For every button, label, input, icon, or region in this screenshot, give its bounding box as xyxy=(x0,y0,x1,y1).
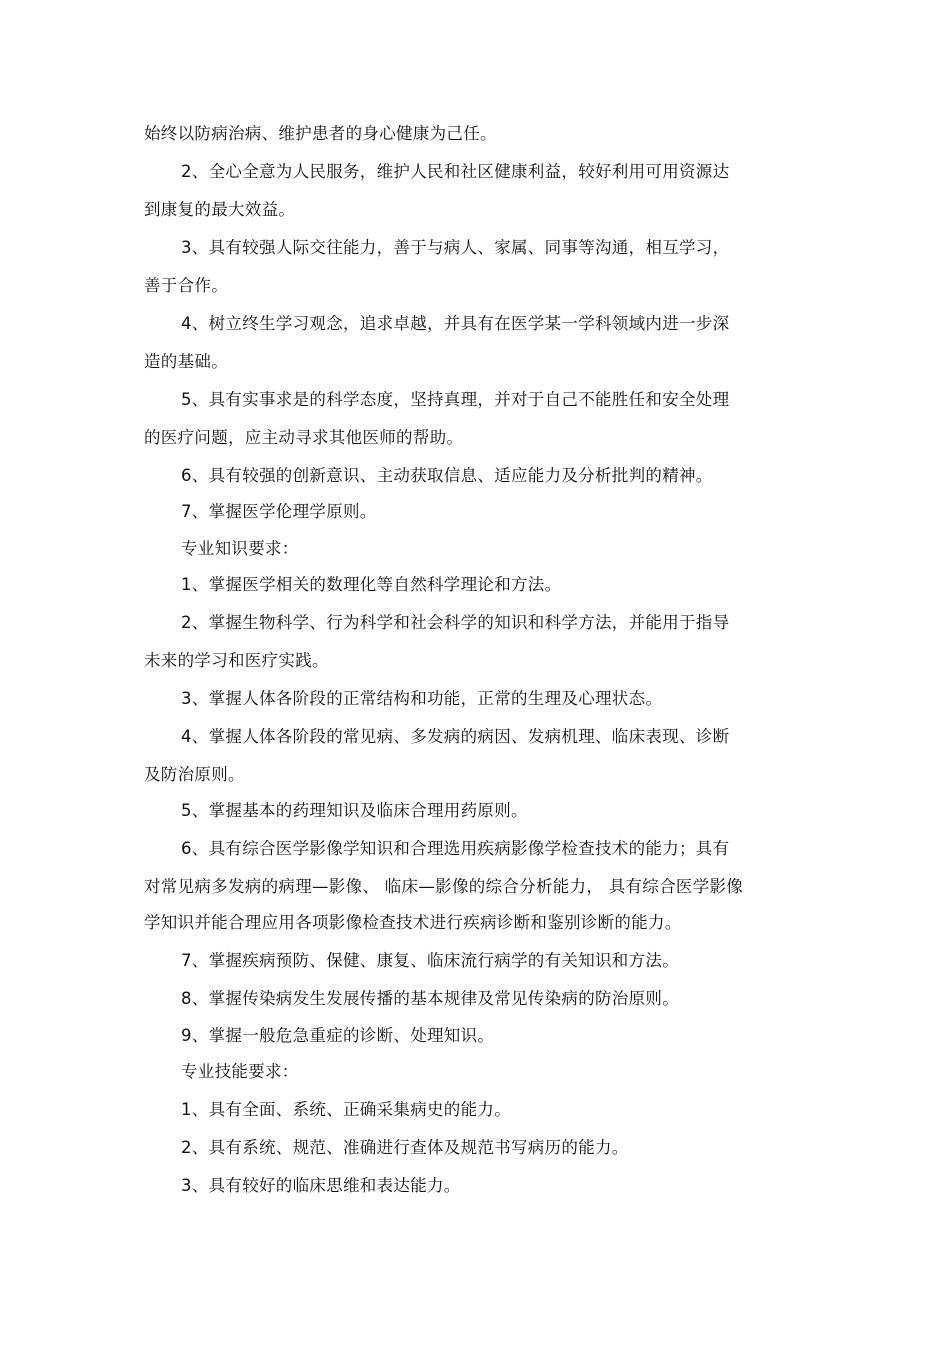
text-line: 4、掌握人体各阶段的常见病、多发病的病因、发病机理、临床表现、诊断 xyxy=(181,727,730,746)
text-line: 的医疗问题，应主动寻求其他医师的帮助。 xyxy=(144,428,464,447)
text-line: 3、具有较强人际交往能力，善于与病人、家属、同事等沟通，相互学习， xyxy=(181,238,730,257)
text-line: 3、具有较好的临床思维和表达能力。 xyxy=(181,1176,461,1195)
text-line: 2、具有系统、规范、准确进行查体及规范书写病历的能力。 xyxy=(181,1138,629,1157)
text-line: 学知识并能合理应用各项影像检查技术进行疾病诊断和鉴别诊断的能力。 xyxy=(144,913,682,932)
text-line: 未来的学习和医疗实践。 xyxy=(144,651,329,670)
text-line: 6、具有综合医学影像学知识和合理选用疾病影像学检查技术的能力；具有 xyxy=(181,839,730,858)
text-line: 6、具有较强的创新意识、主动获取信息、适应能力及分析批判的精神。 xyxy=(181,466,713,485)
section-heading: 专业知识要求： xyxy=(181,539,299,558)
text-line: 及防治原则。 xyxy=(144,765,245,784)
text-line: 对常见病多发病的病理—影像、 临床—影像的综合分析能力， 具有综合医学影像 xyxy=(144,877,744,896)
text-line: 5、掌握基本的药理知识及临床合理用药原则。 xyxy=(181,801,528,820)
text-line: 9、掌握一般危急重症的诊断、处理知识。 xyxy=(181,1026,495,1045)
text-line: 8、掌握传染病发生发展传播的基本规律及常见传染病的防治原则。 xyxy=(181,989,679,1008)
text-line: 1、掌握医学相关的数理化等自然科学理论和方法。 xyxy=(181,575,562,594)
text-line: 造的基础。 xyxy=(144,352,228,371)
text-line: 到康复的最大效益。 xyxy=(144,200,296,219)
text-line: 3、掌握人体各阶段的正常结构和功能，正常的生理及心理状态。 xyxy=(181,689,663,708)
text-line: 7、掌握疾病预防、保健、康复、临床流行病学的有关知识和方法。 xyxy=(181,951,679,970)
text-line: 7、掌握医学伦理学原则。 xyxy=(181,502,377,521)
section-heading: 专业技能要求： xyxy=(181,1062,299,1081)
text-line: 2、掌握生物科学、行为科学和社会科学的知识和科学方法，并能用于指导 xyxy=(181,613,730,632)
text-line: 4、树立终生学习观念，追求卓越，并具有在医学某一学科领域内进一步深 xyxy=(181,314,730,333)
text-line: 1、具有全面、系统、正确采集病史的能力。 xyxy=(181,1100,511,1119)
text-line: 善于合作。 xyxy=(144,276,228,295)
text-line: 5、具有实事求是的科学态度，坚持真理，并对于自己不能胜任和安全处理 xyxy=(181,390,730,409)
text-line: 始终以防病治病、维护患者的身心健康为己任。 xyxy=(144,124,497,143)
text-line: 2、全心全意为人民服务，维护人民和社区健康利益，较好利用可用资源达 xyxy=(181,162,730,181)
